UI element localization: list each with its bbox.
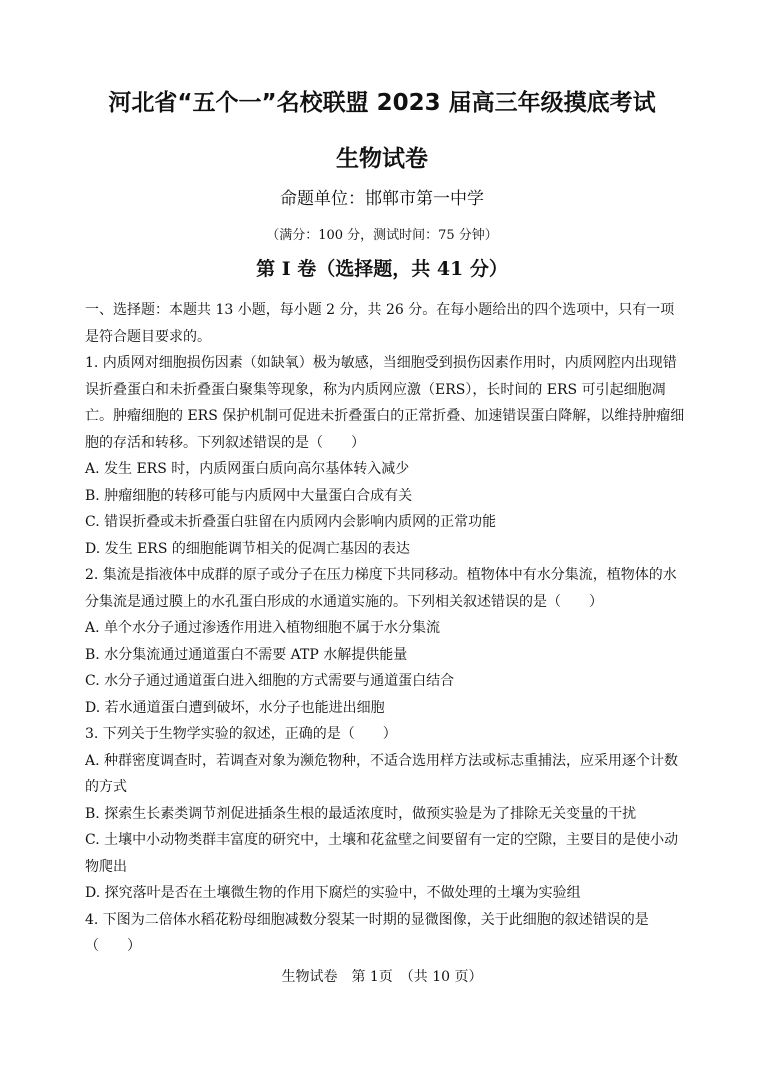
question-3-option-d: D. 探究落叶是否在土壤微生物的作用下腐烂的实验中，不做处理的土壤为实验组 (85, 885, 581, 901)
question-3-option-c: C. 土壤中小动物类群丰富度的研究中，土壤和花盆壁之间要留有一定的空隙，主要目的是使小动物爬出 (85, 832, 679, 875)
question-1-option-a: A. 发生 ERS 时，内质网蛋白质向高尔基体转入减少 (85, 461, 410, 477)
question-3-option-b: B. 探索生长素类调节剂促进插条生根的最适浓度时，做预实验是为了排除无关变量的干扰 (85, 805, 637, 822)
question-1-stem: 1. 内质网对细胞损伤因素（如缺氧）极为敏感，当细胞受到损伤因素作用时，内质网腔内出现错误折叠蛋白和未折叠蛋白聚集等现象，称为内质网应激（ERS），长时间的 ERS 可引起细胞凋亡。肿瘤细胞的 ERS 保护机制可促进未折叠蛋白的正常折叠、加速错误蛋白降解，以维持肿瘤细胞的存活和转移。下列叙述错误的是（ ） (85, 355, 685, 451)
question-1-option-b: B. 肿瘤细胞的转移可能与内质网中大量蛋白合成有关 (85, 487, 413, 504)
question-4-stem: 4. 下图为二倍体水稻花粉母细胞减数分裂某一时期的显微图像，关于此细胞的叙述错误的是（ ） (85, 911, 649, 954)
section-title: 第 I 卷（选择题，共 41 分） (256, 258, 508, 280)
question-2-option-c: C. 水分子通过通道蛋白进入细胞的方式需要与通道蛋白结合 (85, 673, 455, 689)
exam-title: 河北省“五个一”名校联盟 2023 届高三年级摸底考试 (108, 90, 656, 116)
question-2-option-a: A. 单个水分子通过渗透作用进入植物细胞不属于水分集流 (85, 620, 441, 636)
page-footer: 生物试卷 第 1页 （共 10 页） (281, 969, 483, 985)
section-instruction: 一、选择题：本题共 13 小题，每小题 2 分，共 26 分。在每小题给出的四个选项中，只有一项是符合题目要求的。 (85, 302, 675, 345)
question-2-stem: 2. 集流是指液体中成群的原子或分子在压力梯度下共同移动。植物体中有水分集流，植物体的水分集流是通过膜上的水孔蛋白形成的水通道实施的。下列相关叙述错误的是（ ） (85, 567, 677, 610)
author-unit: 命题单位：邯郸市第一中学 (280, 189, 484, 209)
question-1-option-c: C. 错误折叠或未折叠蛋白驻留在内质网内会影响内质网的正常功能 (85, 514, 497, 530)
question-3-option-a: A. 种群密度调查时，若调查对象为濒危物种，不适合选用样方法或标志重捕法，应采用逐个计数的方式 (85, 752, 679, 795)
question-2-option-b: B. 水分集流通过通道蛋白不需要 ATP 水解提供能量 (85, 646, 408, 663)
question-1-option-d: D. 发生 ERS 的细胞能调节相关的促凋亡基因的表达 (85, 540, 410, 557)
question-2-option-d: D. 若水通道蛋白遭到破坏，水分子也能进出细胞 (85, 699, 385, 716)
exam-info: （满分：100 分，测试时间：75 分钟） (266, 228, 498, 243)
exam-body (85, 297, 685, 960)
subject-title: 生物试卷 (336, 146, 428, 172)
question-3-stem: 3. 下列关于生物学实验的叙述，正确的是（ ） (85, 726, 397, 742)
